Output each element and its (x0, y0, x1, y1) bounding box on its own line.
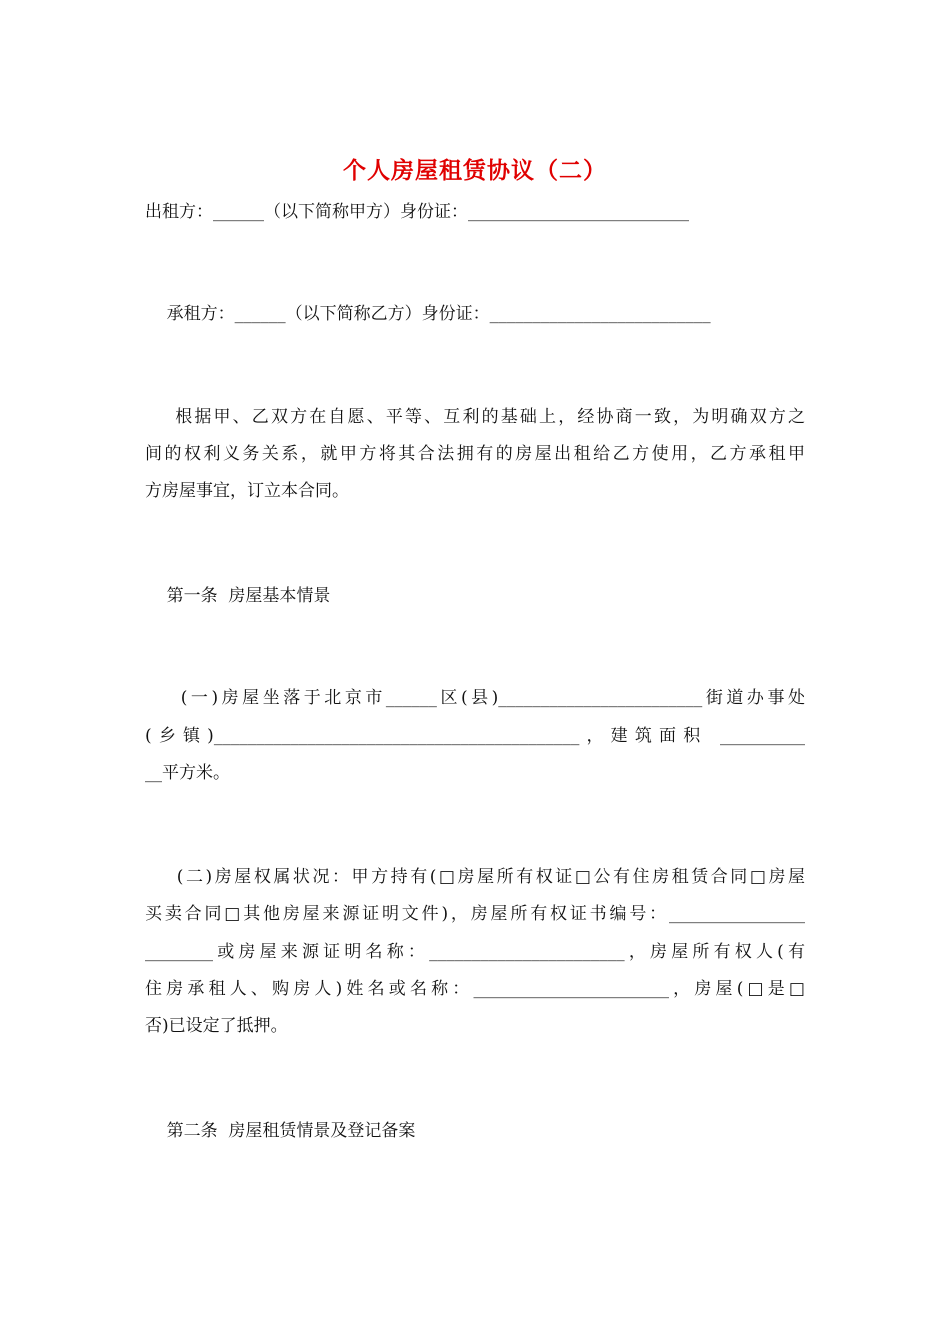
item1-line: (乡镇)___________________________________________，建筑面积 __________ (145, 726, 805, 746)
item2-line: (二)房屋权属状况：甲方持有(□房屋所有权证□公有住房租赁合同□房屋 (145, 867, 805, 887)
item2-line: 住房承租人、购房人)姓名或名称：_______________________，房屋(□是□ (145, 979, 805, 999)
document-title: 个人房屋租赁协议（二） (343, 157, 607, 184)
article1-heading: 第一条 房屋基本情景 (145, 586, 331, 606)
item2-line: 否)已设定了抵押。 (145, 1016, 288, 1036)
lessee-line: 承租方：______（以下简称乙方）身份证：__________________________ (145, 304, 711, 324)
item1-line: (一)房屋坐落于北京市______区(县)________________________街道办事处 (145, 688, 805, 708)
item2-line: 买卖合同□其他房屋来源证明文件)，房屋所有权证书编号：________________ (145, 904, 805, 924)
item2-line: ________或房屋来源证明名称：_______________________，房屋所有权人(有 (145, 942, 805, 962)
item1-line: __平方米。 (145, 763, 230, 783)
article2-heading: 第二条 房屋租赁情景及登记备案 (145, 1121, 416, 1141)
intro-line: 间的权利义务关系，就甲方将其合法拥有的房屋出租给乙方使用，乙方承租甲 (145, 444, 805, 464)
intro-line: 方房屋事宜，订立本合同。 (145, 481, 349, 501)
intro-line: 根据甲、乙双方在自愿、平等、互利的基础上，经协商一致，为明确双方之 (145, 407, 805, 427)
lessor-line: 出租方：______（以下简称甲方）身份证：__________________________ (145, 202, 689, 222)
